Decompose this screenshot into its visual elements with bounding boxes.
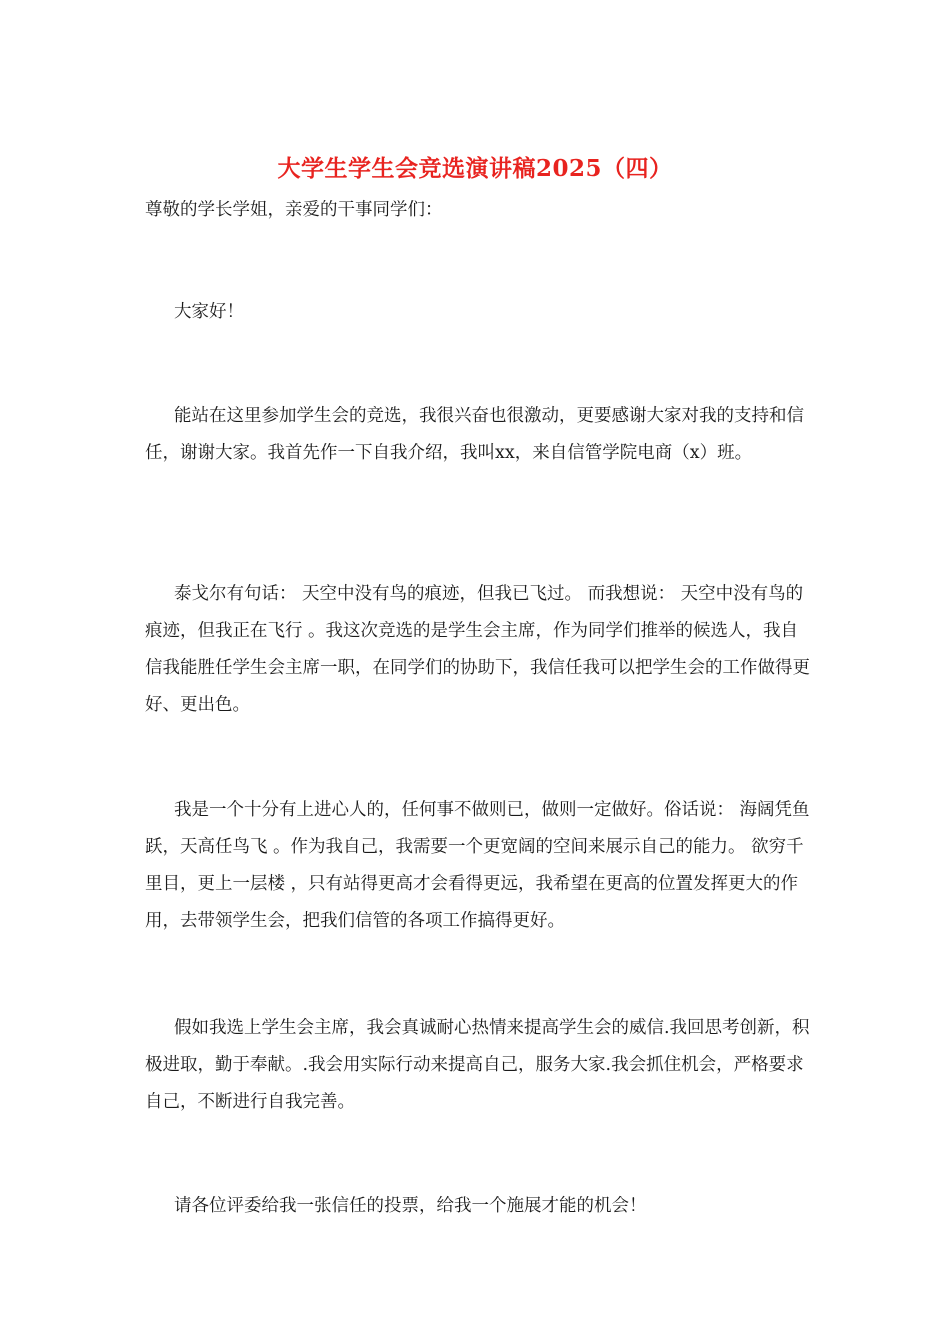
paragraph-greeting: 大家好！ <box>174 302 244 322</box>
paragraph-tagore-quote: 泰戈尔有句话： 天空中没有鸟的痕迹，但我已飞过。 而我想说： 天空中没有鸟的痕迹，但我正在飞行 。我这次竞选的是学生会主席，作为同学们推举的候选人，我自信我能胜任学生会主席一职，在同学们的协助下，我信任我可以把学生会的工作做得更好、更出色。 <box>145 584 810 715</box>
salutation: 尊敬的学长学姐，亲爱的干事同学们： <box>145 200 443 220</box>
document-title: 大学生学生会竞选演讲稿2025（四） <box>277 155 673 182</box>
paragraph-ambition: 我是一个十分有上进心人的，任何事不做则已，做则一定做好。俗话说： 海阔凭鱼跃，天高任鸟飞 。作为我自己，我需要一个更宽阔的空间来展示自己的能力。 欲穷千里目，更上一层楼 ，只有站得更高才会看得更远，我希望在更高的位置发挥更大的作用，去带领学生会，把我们信管的各项工作搞得更好。 <box>145 800 810 931</box>
paragraph-introduction: 能站在这里参加学生会的竞选，我很兴奋也很激动，更要感谢大家对我的支持和信任，谢谢大家。我首先作一下自我介绍，我叫xx，来自信管学院电商（x）班。 <box>145 406 804 463</box>
paragraph-promise: 假如我选上学生会主席，我会真诚耐心热情来提高学生会的威信.我回思考创新，积极进取，勤于奉献。.我会用实际行动来提高自己，服务大家.我会抓住机会，严格要求自己，不断进行自我完善。 <box>145 1018 810 1112</box>
paragraph-closing: 请各位评委给我一张信任的投票，给我一个施展才能的机会！ <box>174 1196 647 1216</box>
